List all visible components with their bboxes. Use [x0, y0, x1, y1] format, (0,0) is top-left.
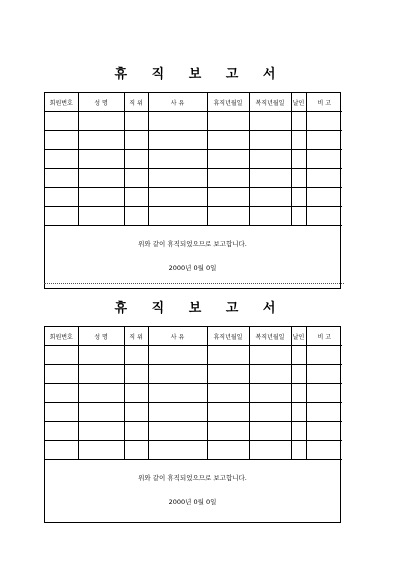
- table-cell[interactable]: [291, 403, 306, 422]
- col-reason: 사 유: [148, 93, 207, 112]
- table-cell[interactable]: [78, 112, 124, 131]
- date-line: 2000년 0월 0일: [168, 498, 217, 506]
- table-cell[interactable]: [78, 188, 124, 207]
- table-cell[interactable]: [45, 131, 78, 150]
- table-cell[interactable]: [45, 403, 78, 422]
- table-cell[interactable]: [207, 112, 249, 131]
- table-cell[interactable]: [148, 150, 207, 169]
- table-row: [45, 365, 342, 384]
- date-line: 2000년 0월 0일: [168, 264, 217, 272]
- table-cell[interactable]: [291, 150, 306, 169]
- col-seal: 날인: [291, 327, 306, 346]
- header-row: [45, 327, 342, 346]
- col-return-date: 복직년월일: [249, 93, 291, 112]
- table-cell[interactable]: [249, 131, 291, 150]
- table-cell[interactable]: [78, 403, 124, 422]
- table-cell[interactable]: [291, 131, 306, 150]
- table-cell[interactable]: [124, 441, 148, 460]
- table-cell[interactable]: [78, 150, 124, 169]
- table-cell[interactable]: [148, 131, 207, 150]
- table-cell[interactable]: [148, 403, 207, 422]
- report-table: [45, 93, 342, 226]
- table-cell[interactable]: [291, 169, 306, 188]
- statement-text: 위와 같이 휴직되었으므로 보고합니다.: [138, 240, 247, 248]
- table-cell[interactable]: [291, 112, 306, 131]
- table-cell[interactable]: [249, 365, 291, 384]
- table-cell[interactable]: [148, 207, 207, 226]
- table-cell[interactable]: [45, 384, 78, 403]
- col-seal: 날인: [291, 93, 306, 112]
- table-cell[interactable]: [45, 346, 78, 365]
- table-row: [45, 150, 342, 169]
- statement-text: 위와 같이 휴직되었으므로 보고합니다.: [138, 474, 247, 482]
- table-cell[interactable]: [207, 403, 249, 422]
- table-cell[interactable]: [291, 441, 306, 460]
- header-row: [45, 93, 342, 112]
- table-cell[interactable]: [207, 441, 249, 460]
- table-cell[interactable]: [249, 150, 291, 169]
- table-cell[interactable]: [249, 384, 291, 403]
- table-cell[interactable]: [124, 384, 148, 403]
- statement-area: [45, 226, 340, 288]
- table-cell[interactable]: [207, 207, 249, 226]
- table-cell[interactable]: [306, 150, 342, 169]
- table-cell[interactable]: [249, 188, 291, 207]
- table-cell[interactable]: [207, 346, 249, 365]
- table-cell[interactable]: [45, 441, 78, 460]
- table-cell[interactable]: [45, 365, 78, 384]
- col-member-number: 회원번호: [45, 93, 78, 112]
- table-cell[interactable]: [207, 188, 249, 207]
- table-cell[interactable]: [148, 169, 207, 188]
- table-cell[interactable]: [148, 384, 207, 403]
- table-row: [45, 441, 342, 460]
- table-cell[interactable]: [207, 169, 249, 188]
- table-row: [45, 112, 342, 131]
- table-cell[interactable]: [207, 384, 249, 403]
- table-cell[interactable]: [124, 207, 148, 226]
- table-cell[interactable]: [78, 346, 124, 365]
- table-cell[interactable]: [207, 365, 249, 384]
- table-cell[interactable]: [124, 112, 148, 131]
- table-cell[interactable]: [306, 169, 342, 188]
- col-position: 직 위: [124, 327, 148, 346]
- col-leave-date: 휴직년월일: [207, 327, 249, 346]
- table-cell[interactable]: [124, 346, 148, 365]
- table-row: [45, 169, 342, 188]
- table-row: [45, 346, 342, 365]
- table-row: [45, 207, 342, 226]
- col-name: 성 명: [78, 93, 124, 112]
- table-cell[interactable]: [78, 441, 124, 460]
- table-cell[interactable]: [249, 403, 291, 422]
- table-cell[interactable]: [148, 422, 207, 441]
- table-row: [45, 384, 342, 403]
- table-cell[interactable]: [306, 207, 342, 226]
- table-row: [45, 131, 342, 150]
- table-cell[interactable]: [148, 112, 207, 131]
- table-cell[interactable]: [291, 384, 306, 403]
- report-title: 휴 직 보 고 서: [114, 67, 286, 82]
- table-cell[interactable]: [124, 422, 148, 441]
- table-cell[interactable]: [78, 131, 124, 150]
- table-cell[interactable]: [124, 365, 148, 384]
- report-form: [44, 92, 341, 289]
- table-cell[interactable]: [148, 365, 207, 384]
- table-row: [45, 188, 342, 207]
- col-position: 직 위: [124, 93, 148, 112]
- cut-line-divider: [44, 283, 344, 284]
- col-reason: 사 유: [148, 327, 207, 346]
- table-cell[interactable]: [291, 346, 306, 365]
- table-cell[interactable]: [306, 441, 342, 460]
- table-cell[interactable]: [207, 422, 249, 441]
- table-cell[interactable]: [249, 441, 291, 460]
- report-title: 휴 직 보 고 서: [114, 301, 286, 316]
- table-cell[interactable]: [45, 207, 78, 226]
- col-name: 성 명: [78, 327, 124, 346]
- report-form: [44, 326, 341, 523]
- table-cell[interactable]: [124, 131, 148, 150]
- col-return-date: 복직년월일: [249, 327, 291, 346]
- table-cell[interactable]: [306, 422, 342, 441]
- table-cell[interactable]: [306, 131, 342, 150]
- table-cell[interactable]: [207, 131, 249, 150]
- table-cell[interactable]: [306, 365, 342, 384]
- table-cell[interactable]: [124, 150, 148, 169]
- table-cell[interactable]: [45, 169, 78, 188]
- table-cell[interactable]: [45, 112, 78, 131]
- table-cell[interactable]: [291, 207, 306, 226]
- table-cell[interactable]: [306, 346, 342, 365]
- table-cell[interactable]: [78, 422, 124, 441]
- table-cell[interactable]: [148, 346, 207, 365]
- table-cell[interactable]: [306, 112, 342, 131]
- table-cell[interactable]: [291, 188, 306, 207]
- table-cell[interactable]: [78, 169, 124, 188]
- col-remarks: 비 고: [306, 93, 342, 112]
- table-cell[interactable]: [306, 384, 342, 403]
- col-member-number: 회원번호: [45, 327, 78, 346]
- col-leave-date: 휴직년월일: [207, 93, 249, 112]
- col-remarks: 비 고: [306, 327, 342, 346]
- table-cell[interactable]: [148, 441, 207, 460]
- table-cell[interactable]: [45, 150, 78, 169]
- table-cell[interactable]: [45, 188, 78, 207]
- table-cell[interactable]: [249, 422, 291, 441]
- table-row: [45, 403, 342, 422]
- table-cell[interactable]: [207, 150, 249, 169]
- table-cell[interactable]: [78, 207, 124, 226]
- table-cell[interactable]: [249, 112, 291, 131]
- table-cell[interactable]: [45, 422, 78, 441]
- report-table: [45, 327, 342, 460]
- table-cell[interactable]: [249, 169, 291, 188]
- table-cell[interactable]: [124, 403, 148, 422]
- table-cell[interactable]: [306, 403, 342, 422]
- statement-area: [45, 460, 340, 522]
- table-cell[interactable]: [78, 384, 124, 403]
- table-cell[interactable]: [249, 346, 291, 365]
- table-cell[interactable]: [78, 365, 124, 384]
- table-cell[interactable]: [148, 188, 207, 207]
- table-row: [45, 422, 342, 441]
- table-cell[interactable]: [306, 188, 342, 207]
- table-cell[interactable]: [291, 365, 306, 384]
- table-cell[interactable]: [291, 422, 306, 441]
- table-cell[interactable]: [124, 188, 148, 207]
- table-cell[interactable]: [249, 207, 291, 226]
- table-cell[interactable]: [124, 169, 148, 188]
